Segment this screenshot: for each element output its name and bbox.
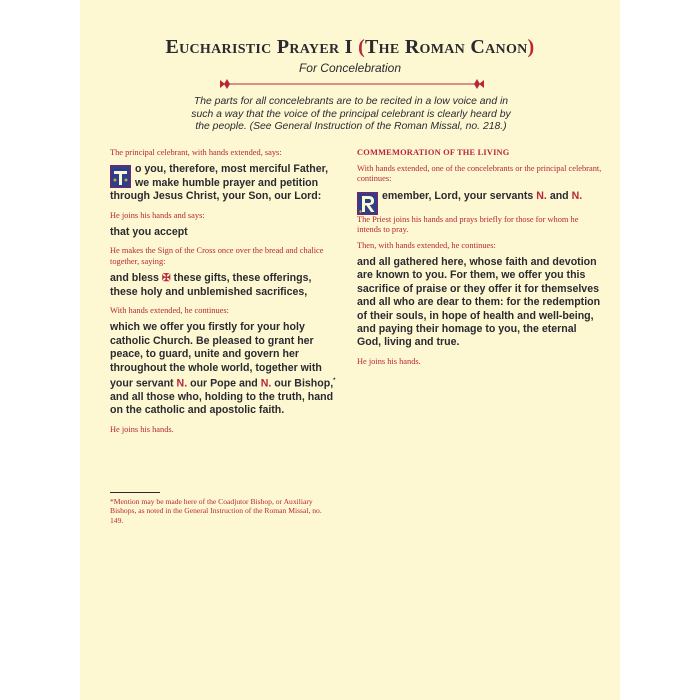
left-column	[110, 148, 342, 440]
rubric: With hands extended, one of the concelebrants or the principal celebrant, continues:	[357, 164, 602, 184]
ornament-divider-icon	[218, 77, 486, 91]
prayer-text-1: o you, therefore, most merciful Father, we make humble prayer and petition through Jesus Christ, your Son, our Lord:	[110, 163, 329, 203]
right-column	[357, 148, 603, 372]
cross-icon: ✠	[161, 272, 171, 285]
prayer-text-3	[110, 272, 342, 299]
title-paren-close: )	[527, 36, 535, 58]
footnote-marker: *	[333, 378, 336, 385]
footnote: *Mention may be made here of the Coadjutor Bishop, or Auxiliary Bishops, as noted in the General Instruction of the Roman Missal, no. 149.	[110, 497, 322, 525]
title-canon: The Roman Canon	[365, 36, 528, 58]
prayer-text-3b: these gifts, these offerings, these holy and unblemished sacrifices,	[110, 272, 312, 298]
prayer-text-1a: emember, Lord, your servants	[382, 189, 534, 202]
rubric: He joins his hands and says:	[110, 210, 205, 220]
prayer-text-4b: our Pope and	[190, 377, 258, 390]
prayer-text-4a: which we offer you firstly for your holy catholic Church. Be pleased to grant her peace, to guard, unite and govern her throughout the whole world, together with your servant	[110, 321, 322, 390]
intro-text: The parts for all concelebrants are to be recited in a low voice and in such a way that the voice of the principal celebrant is clearly heard by the people. (See General Instruction of the Roman Missal, no. 218.)	[191, 96, 511, 132]
prayer-text-3a: and bless	[110, 272, 159, 285]
name-placeholder: N.	[176, 377, 188, 390]
name-placeholder: N.	[536, 189, 547, 202]
prayer-text-4d: and all those who, holding to the truth, hand on the catholic and apostolic faith.	[110, 391, 334, 417]
rubric: The principal celebrant, with hands extended, says:	[110, 148, 282, 157]
page	[80, 0, 620, 700]
dropcap-r-icon	[357, 192, 378, 215]
name-placeholder: N.	[571, 189, 583, 202]
rubric: He joins his hands.	[357, 356, 421, 366]
footnote-rule	[110, 492, 160, 493]
title-main: Eucharistic Prayer I	[165, 36, 353, 58]
rubric: He makes the Sign of the Cross once over the bread and chalice together, saying:	[110, 246, 324, 266]
prayer-text-4	[110, 321, 342, 417]
rubric: With hands extended, he continues:	[110, 306, 229, 316]
name-placeholder: N.	[260, 377, 272, 390]
prayer-text	[110, 163, 342, 203]
rubric: Then, with hands extended, he continues:	[357, 240, 496, 250]
title-paren-open: (	[358, 36, 366, 58]
prayer-text	[357, 190, 603, 203]
dropcap-t-icon	[110, 165, 131, 188]
prayer-text-2: and all gathered here, whose faith and devotion are known to you. For them, we offer you this sacrifice of praise or they offer it for themselves and all who are dear to them: for the redemption of their souls, in hope of health and well-being, and paying their homage to you, the eternal God, living and true.	[357, 256, 601, 349]
prayer-text-4c: our Bishop,	[274, 377, 334, 390]
subtitle: For Concelebration	[298, 61, 402, 75]
section-heading: COMMEMORATION OF THE LIVING	[357, 148, 510, 157]
page-title	[80, 36, 620, 59]
rubric: The Priest joins his hands and prays briefly for those for whom he intends to pray.	[357, 214, 579, 235]
rubric: He joins his hands.	[110, 424, 174, 434]
prayer-text-and: and	[549, 189, 569, 202]
prayer-text-2: that you accept	[110, 226, 188, 239]
